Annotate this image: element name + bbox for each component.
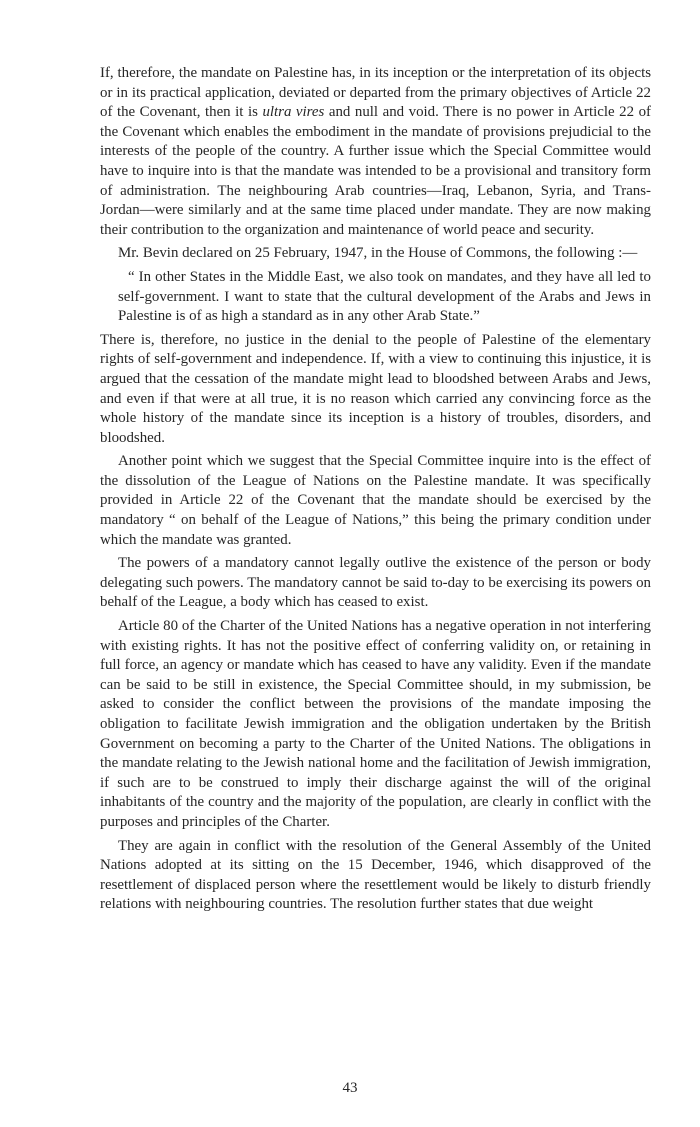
paragraph-5: The powers of a mandatory cannot legally outlive the existence of the person or body delegating such powers. The mandatory cannot be said to-day to be exercising its powers on behalf of the League, a body which has ceased to exist. — [100, 555, 651, 611]
paragraph-1-part-b: and null and void. There is no power in Article 22 of the Covenant which enables the embodiment in the mandate of provisions prejudicial to the interests of the people of the country. A further issue which the Special Committee would have to inquire into is that the mandate was intended to be a provisional and transitory form of administration. The neighbouring Arab countries—Iraq, Lebanon, Syria, and Trans-Jordan—were similarly and at the same time placed under mandate. They are now making their contribution to the organization and maintenance of world peace and security. — [100, 104, 651, 238]
quotation-text: “ In other States in the Middle East, we also took on mandates, and they have all led to self-government. I want to state that the cultural development of the Arabs and Jews in Palestine is of as high a standard as in any other Arab State.” — [118, 268, 651, 325]
page-number: 43 — [342, 1080, 358, 1096]
paragraph-2: Mr. Bevin declared on 25 February, 1947, in the House of Commons, the following :— — [118, 245, 638, 262]
paragraph-4: Another point which we suggest that the Special Committee inquire into is the effect of the dissolution of the League of Nations on the Palestine mandate. It was specifically provided in Article 22 of the Covenant that the mandate should be exercised by the mandatory “ on behalf of the League of Nations,” this being the primary condition under which the mandate was granted. — [100, 453, 651, 548]
bevin-quotation — [118, 268, 651, 327]
page-body — [100, 64, 651, 915]
paragraph-1 — [100, 64, 651, 240]
ultra-vires-italic: ultra vires — [262, 104, 325, 121]
paragraph-6: Article 80 of the Charter of the United Nations has a negative operation in not interfering with existing rights. It has not the positive effect of conferring validity on, or retaining in full force, an agency or mandate which has ceased to have any validity. Even if the mandate can be said to be still in existence, the Special Committee should, in my submission, be asked to consider the conflict between the provisions of the mandate imposing the obligation to facilitate Jewish immigration and the obligation undertaken by the British Government on becoming a party to the Charter of the United Nations. The obligations in the mandate relating to the Jewish national home and the facilitation of Jewish immigration, if such are to be construed to imply their discharge against the will of the original inhabitants of the country and the majority of the population, are clearly in conflict with the purposes and principles of the Charter. — [100, 618, 651, 830]
paragraph-1-part-a: If, therefore, the mandate on Palestine has, in its inception or the interpretation of its objects or in its practical application, deviated or departed from the primary objectives of Article 22 of the Covenant, then it is — [100, 65, 651, 121]
paragraph-7: They are again in conflict with the resolution of the General Assembly of the United Nations adopted at its sitting on the 15 December, 1946, which disapproved of the resettlement of displaced person where the resettlement would be likely to disturb friendly relations with neighbouring countries. The resolution further states that due weight — [100, 837, 651, 913]
paragraph-3: There is, therefore, no justice in the denial to the people of Palestine of the elementary rights of self-government and independence. If, with a view to continuing this injustice, it is argued that the cessation of the mandate might lead to bloodshed between Arabs and Jews, and even if that were at all true, it is no reason which carried any convincing force as the whole history of the mandate since its inception is a history of troubles, disorders, and bloodshed. — [100, 331, 651, 446]
